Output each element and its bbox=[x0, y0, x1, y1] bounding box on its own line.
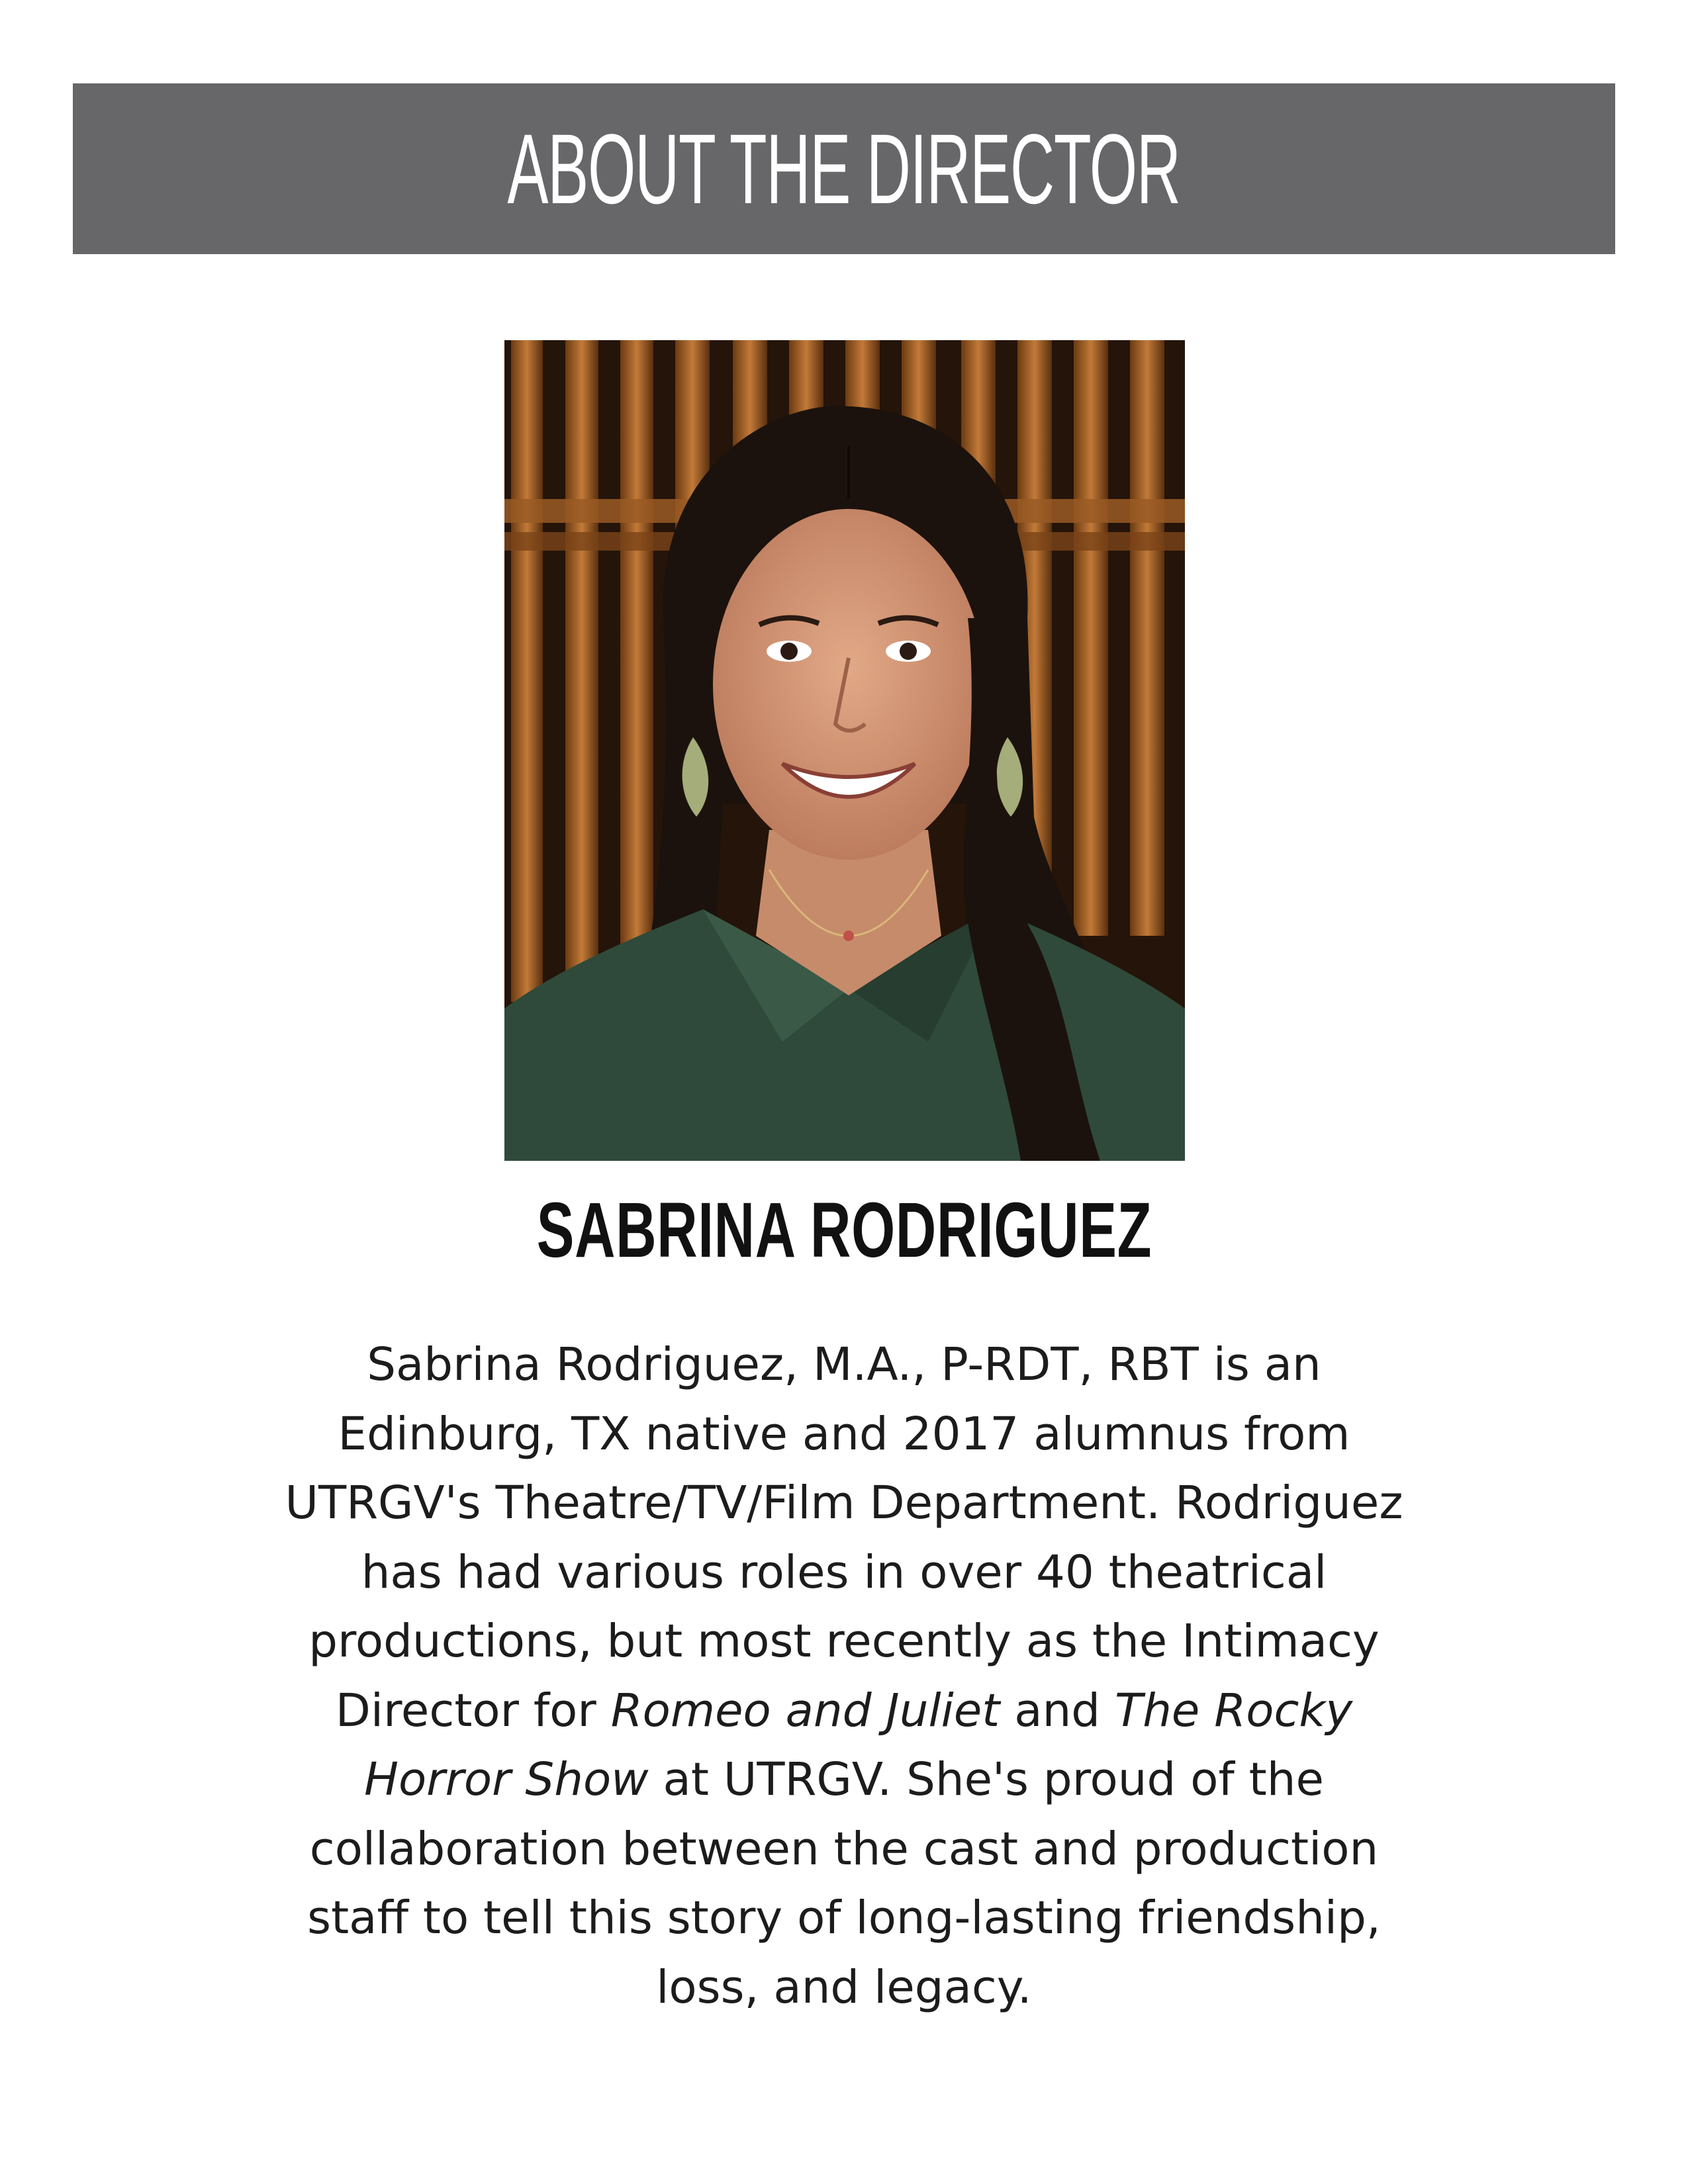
bio-line: Sabrina Rodriguez, M.A., P-RDT, RBT is an bbox=[367, 1338, 1321, 1391]
bio-line bbox=[199, 1745, 1489, 1815]
bio-text: Director for bbox=[335, 1684, 611, 1737]
bio-line: staff to tell this story of long-lasting friendship, bbox=[307, 1891, 1381, 1944]
bio-line: Edinburg, TX native and 2017 alumnus from bbox=[338, 1407, 1350, 1461]
bio-line: productions, but most recently as the Intimacy bbox=[308, 1615, 1380, 1668]
play-title-rocky-horror-part1: The Rocky bbox=[1115, 1684, 1353, 1737]
play-title-rocky-horror-part2: Horror Show bbox=[364, 1753, 649, 1806]
header-bar bbox=[73, 83, 1615, 254]
director-name: SABRINA RODRIGUEZ bbox=[536, 1187, 1152, 1274]
page-title: ABOUT THE DIRECTOR bbox=[507, 113, 1181, 224]
director-portrait bbox=[504, 340, 1185, 1161]
bio-text: and bbox=[1000, 1684, 1115, 1737]
play-title-romeo-and-juliet: Romeo and Juliet bbox=[610, 1684, 1000, 1737]
bio-line: collaboration between the cast and production bbox=[309, 1822, 1379, 1876]
director-bio bbox=[199, 1330, 1489, 2022]
bio-line: UTRGV's Theatre/TV/Film Department. Rodriguez bbox=[285, 1477, 1403, 1529]
bio-line: loss, and legacy. bbox=[656, 1960, 1032, 2014]
bio-line bbox=[199, 1676, 1489, 1746]
bio-text: at UTRGV. She's proud of the bbox=[648, 1753, 1324, 1806]
bio-line: has had various roles in over 40 theatrical bbox=[361, 1545, 1327, 1599]
portrait-illustration bbox=[504, 340, 1185, 1161]
